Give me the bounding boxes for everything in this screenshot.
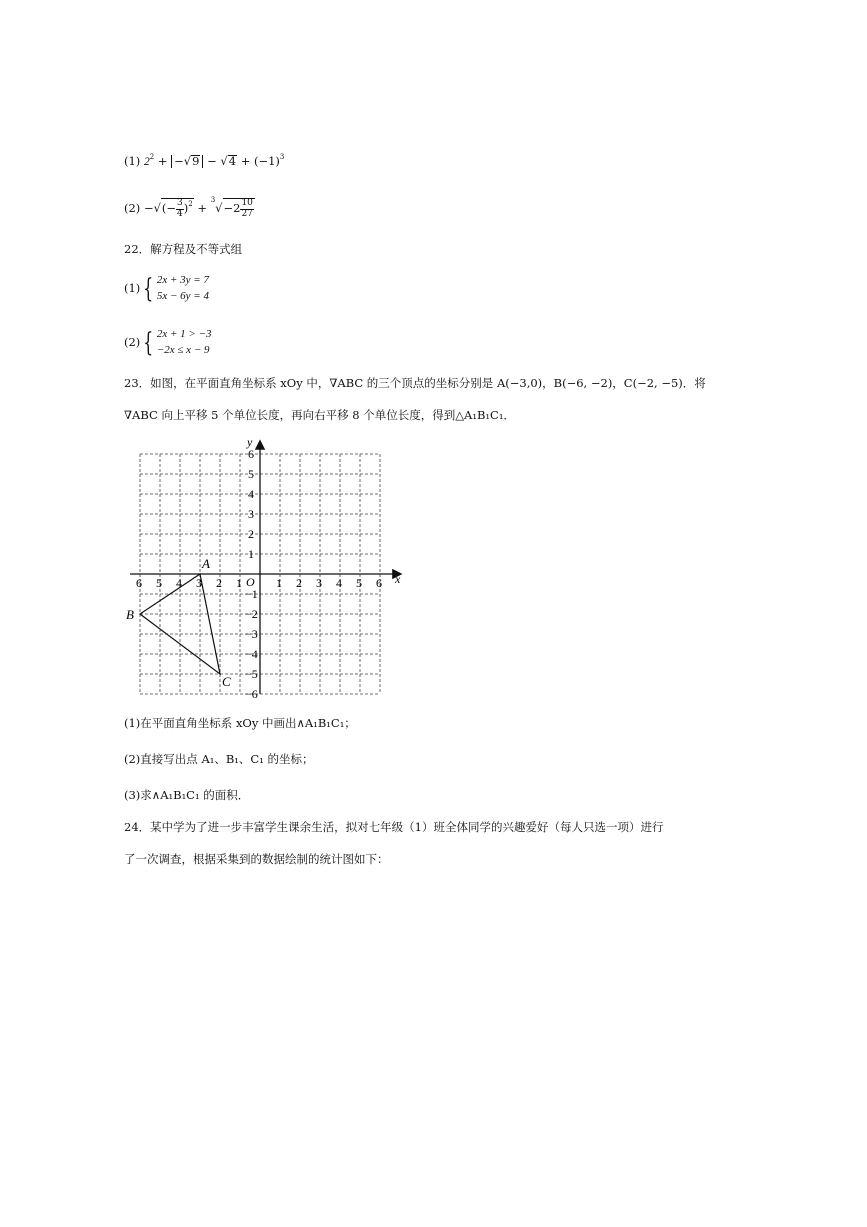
y-tick-label: −2: [245, 607, 258, 621]
vertex-label-c: C: [222, 674, 231, 689]
x-tick-label: 2: [216, 576, 222, 590]
q22-part2: [124, 327, 212, 359]
mixed-whole: −2: [223, 201, 241, 215]
minus-sign: −: [207, 154, 221, 168]
absolute-value: −√9: [171, 155, 203, 168]
mixed-fraction: [240, 199, 253, 219]
left-brace: {: [143, 273, 154, 304]
y-tick-label: −3: [245, 627, 258, 641]
left-brace: {: [143, 327, 154, 358]
q23-sub-2: (2)直接写出点 A₁、B₁、C₁ 的坐标；: [124, 752, 314, 766]
q23-sub-1: (1)在平面直角坐标系 xOy 中画出∧A₁B₁C₁；: [124, 716, 356, 730]
vertex-label-a: A: [202, 556, 210, 571]
x-tick-label: 4: [176, 576, 182, 590]
inner-exponent: 2: [188, 200, 193, 208]
y-tick-label: 5: [248, 467, 254, 481]
part-label: (1): [124, 154, 141, 168]
part-label: (2): [124, 201, 141, 215]
x-tick-label: 6: [136, 576, 142, 590]
y-tick-label: −1: [245, 587, 258, 601]
plus-sign: +: [240, 154, 254, 168]
origin-label: O: [246, 575, 255, 589]
vertex-label-b: B: [126, 607, 134, 622]
radicand-4: 4: [228, 154, 237, 168]
inequality-2: −2x ≤ x − 9: [156, 343, 210, 356]
x-tick-label: 3: [196, 576, 202, 590]
x-tick-label: 3: [316, 576, 322, 590]
part-label: (1): [124, 281, 141, 296]
y-tick-label: 1: [248, 547, 254, 561]
x-tick-label: 2: [296, 576, 302, 590]
y-tick-label: 6: [248, 447, 254, 461]
sqrt-content: (− $\frac{3}{4}$ )$^2$: [161, 198, 193, 219]
x-axis-label: x: [395, 572, 401, 586]
y-tick-label: 2: [248, 527, 254, 541]
x-tick-label: 1: [236, 576, 242, 590]
y-tick-label: −6: [245, 687, 258, 701]
plus-sign: +: [197, 201, 211, 215]
equation-1: 2x + 3y = 7: [156, 274, 209, 286]
q24-line-1: 24．某中学为了进一步丰富学生课余生活，拟对七年级（1）班全体同学的兴趣爱好（每人只选一项）进行: [124, 820, 664, 834]
equation-2: 5x − 6y = 4: [156, 289, 209, 302]
q23-line-2: ∇ABC 向上平移 5 个单位长度，再向右平移 8 个单位长度，得到△A₁B₁C₁．: [124, 408, 515, 422]
q22-heading: 22．解方程及不等式组: [124, 242, 243, 256]
y-axis-label: y: [247, 436, 253, 449]
fraction: [176, 199, 184, 219]
inequality-1: 2x + 1 > −3: [156, 328, 212, 340]
term-base: 2: [143, 156, 150, 168]
plus-sign: +: [157, 154, 172, 168]
fraction-numerator: 3: [177, 198, 183, 209]
x-tick-label: 6: [376, 576, 382, 590]
q24-line-2: 了一次调查，根据采集到的数据绘制的统计图如下：: [124, 852, 389, 866]
cube-root-index: 3: [210, 196, 216, 204]
mixed-denominator: 27: [241, 208, 253, 219]
part-label: (2): [124, 335, 141, 350]
term-exponent: 2: [149, 153, 155, 161]
inequality-system: [157, 327, 212, 359]
q21-part1: (1) $2^2 + -√9 - √4 + (-1)^3$: [124, 153, 285, 168]
neg-one: (−1): [253, 154, 280, 168]
coordinate-grid-figure: [124, 436, 414, 711]
q23-line-1: 23．如图，在平面直角坐标系 xOy 中，∇ABC 的三个顶点的坐标分别是 A(−3,0)，B(−6, −2)，C(−2, −5)．将: [124, 376, 706, 390]
radicand-9: 9: [192, 154, 200, 168]
minus-sign: −: [143, 201, 154, 215]
neg-one-exponent: 3: [279, 153, 285, 161]
y-tick-label: 4: [248, 487, 254, 501]
y-tick-label: −5: [245, 667, 258, 681]
fraction-denominator: 4: [177, 208, 183, 219]
x-tick-label: 5: [156, 576, 162, 590]
cube-root-content: [223, 198, 255, 219]
y-tick-label: 3: [248, 507, 254, 521]
x-tick-label: 1: [276, 576, 282, 590]
minus-sign: −: [174, 154, 184, 168]
q21-part2: (2) −√(− $\frac{3}{4}$ )$^2$ + $^3$√−2 $\frac{10}{27}$: [124, 196, 253, 219]
x-tick-label: 5: [356, 576, 362, 590]
y-tick-label: −4: [245, 647, 258, 661]
x-tick-label: 4: [336, 576, 342, 590]
equation-system: [157, 273, 209, 305]
q23-sub-3: (3)求∧A₁B₁C₁ 的面积．: [124, 788, 250, 802]
q22-part1: [124, 273, 209, 305]
mixed-numerator: 10: [241, 198, 253, 209]
